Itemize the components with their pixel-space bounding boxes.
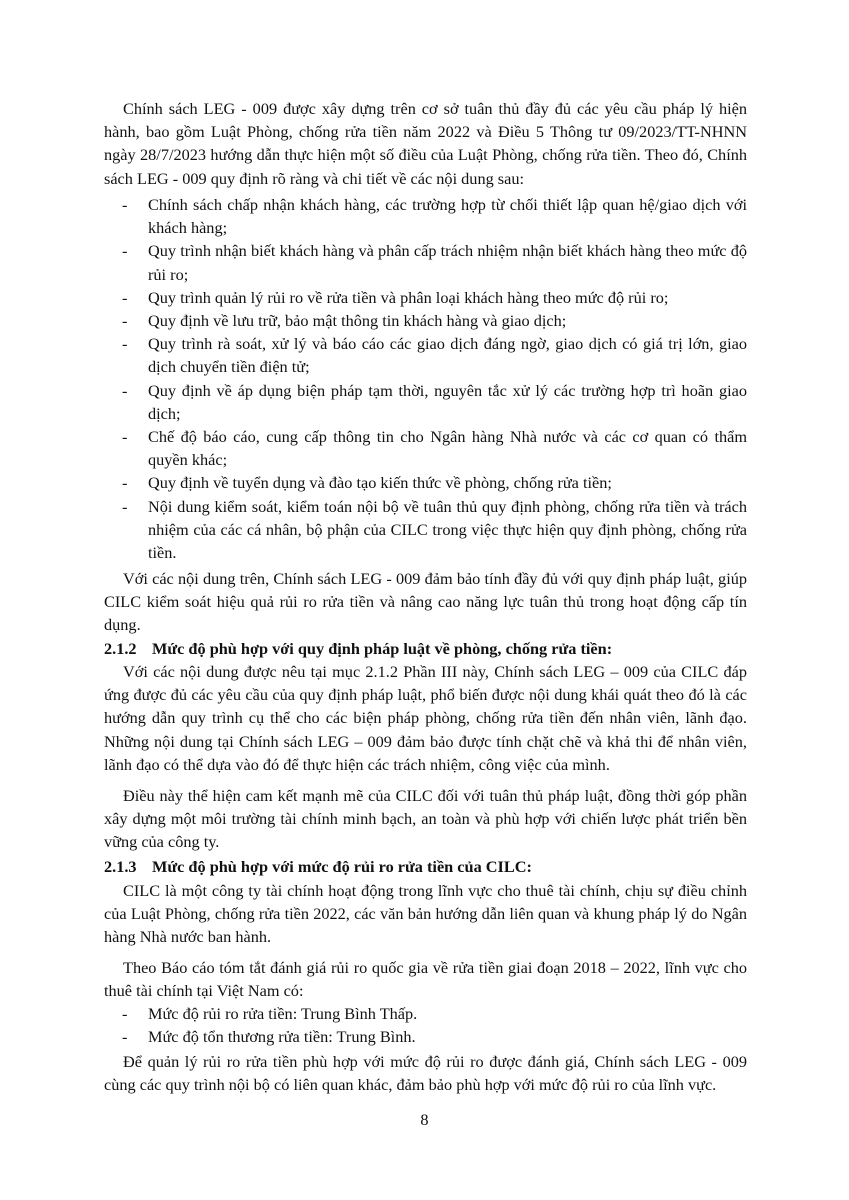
- body-paragraph: Điều này thể hiện cam kết mạnh mẽ của CILC đối với tuân thủ pháp luật, đồng thời góp phần xây dựng một môi trường tài chính minh bạch, an toàn và phù hợp với chiến lược phát triển bền vững của công ty.: [104, 786, 747, 852]
- bullet-marker: -: [122, 1027, 128, 1047]
- list-item-text: Chế độ báo cáo, cung cấp thông tin cho Ngân hàng Nhà nước và các cơ quan có thẩm quyền khác;: [148, 427, 747, 470]
- bullet-marker: -: [122, 427, 128, 447]
- section-title: Mức độ phù hợp với mức độ rủi ro rửa tiền của CILC:: [152, 857, 532, 876]
- list-item: [104, 1002, 747, 1025]
- bullet-marker: -: [122, 241, 128, 261]
- bullet-marker: -: [122, 311, 128, 331]
- section-number: 2.1.3: [104, 857, 137, 876]
- bullet-marker: -: [122, 334, 128, 354]
- body-paragraph: CILC là một công ty tài chính hoạt động trong lĩnh vực cho thuê tài chính, chịu sự điều chỉnh của Luật Phòng, chống rửa tiền 2022, các văn bản hướng dẫn liên quan và khung pháp lý do Ngân hàng Nhà nước ban hành.: [104, 881, 747, 947]
- bullet-marker: -: [122, 380, 128, 400]
- list-item: [104, 379, 747, 425]
- list-item-text: Quy định về tuyển dụng và đào tạo kiến thức về phòng, chống rửa tiền;: [148, 473, 612, 493]
- list-item: [104, 309, 747, 332]
- body-paragraph: Để quản lý rủi ro rửa tiền phù hợp với mức độ rủi ro được đánh giá, Chính sách LEG - 009 cùng các quy trình nội bộ có liên quan khác, đảm bảo phù hợp với mức độ rủi ro của lĩnh vực.: [104, 1052, 747, 1095]
- list-item: [104, 332, 747, 378]
- list-item-text: Mức độ rủi ro rửa tiền: Trung Bình Thấp.: [148, 1004, 418, 1023]
- risk-list: [104, 1002, 747, 1048]
- bullet-marker: -: [122, 195, 128, 214]
- section-heading: [104, 637, 747, 660]
- list-item: [104, 286, 747, 309]
- body-paragraph: Theo Báo cáo tóm tắt đánh giá rủi ro quốc gia về rửa tiền giai đoạn 2018 – 2022, lĩnh vực cho thuê tài chính tại Việt Nam có:: [104, 958, 747, 1001]
- bullet-marker: -: [122, 287, 128, 307]
- list-item-text: Quy định về áp dụng biện pháp tạm thời, nguyên tắc xử lý các trường hợp trì hoãn giao dịch;: [148, 380, 747, 423]
- policy-list: [104, 193, 747, 564]
- list-item: [104, 495, 747, 565]
- list-item: [104, 1025, 747, 1048]
- list-item: [104, 425, 747, 471]
- summary-paragraph: Với các nội dung trên, Chính sách LEG - 009 đảm bảo tính đầy đủ với quy định pháp luật, giúp CILC kiểm soát hiệu quả rủi ro rửa tiền và nâng cao năng lực tuân thủ trong hoạt động cấp tín dụng.: [104, 569, 747, 635]
- list-item-text: Quy trình rà soát, xử lý và báo cáo các giao dịch đáng ngờ, giao dịch có giá trị lớn, giao dịch chuyển tiền điện tử;: [148, 334, 747, 377]
- section-heading: [104, 855, 747, 878]
- bullet-marker: -: [122, 473, 128, 493]
- section-title: Mức độ phù hợp với quy định pháp luật về phòng, chống rửa tiền:: [152, 639, 613, 658]
- intro-paragraph: Chính sách LEG - 009 được xây dựng trên cơ sở tuân thủ đầy đủ các yêu cầu pháp lý hiện hành, bao gồm Luật Phòng, chống rửa tiền năm 2022 và Điều 5 Thông tư 09/2023/TT-NHNN ngày 28/7/2023 hướng dẫn thực hiện một số điều của Luật Phòng, chống rửa tiền. Theo đó, Chính sách LEG - 009 quy định rõ ràng và chi tiết về các nội dung sau:: [104, 99, 747, 188]
- list-item-text: Chính sách chấp nhận khách hàng, các trường hợp từ chối thiết lập quan hệ/giao dịch với khách hàng;: [148, 195, 747, 238]
- list-item-text: Quy trình quản lý rủi ro về rửa tiền và phân loại khách hàng theo mức độ rủi ro;: [148, 287, 669, 307]
- page-number: 8: [420, 1110, 429, 1129]
- list-item: [104, 471, 747, 494]
- body-paragraph: Với các nội dung được nêu tại mục 2.1.2 Phần III này, Chính sách LEG – 009 của CILC đáp ứng được đủ các yêu cầu của quy định pháp luật, phổ biến được nội dung khái quát theo đó là các hướng dẫn quy trình cụ thể cho các biện pháp phòng, chống rửa tiền đến nhân viên, lãnh đạo. Những nội dung tại Chính sách LEG – 009 đảm bảo được tính chặt chẽ và khả thi để nhân viên, lãnh đạo có thể dựa vào đó để thực hiện các trách nhiệm, công việc của mình.: [104, 662, 747, 774]
- list-item: [104, 193, 747, 239]
- bullet-marker: -: [122, 496, 128, 516]
- section-number: 2.1.2: [104, 639, 137, 658]
- list-item: [104, 239, 747, 285]
- list-item-text: Quy trình nhận biết khách hàng và phân cấp trách nhiệm nhận biết khách hàng theo mức độ rủi ro;: [148, 241, 747, 284]
- bullet-marker: -: [122, 1004, 128, 1023]
- list-item-text: Nội dung kiểm soát, kiểm toán nội bộ về tuân thủ quy định phòng, chống rửa tiền và trách nhiệm của các cá nhân, bộ phận của CILC trong việc thực hiện quy định phòng, chống rửa tiền.: [148, 496, 747, 563]
- list-item-text: Quy định về lưu trữ, bảo mật thông tin khách hàng và giao dịch;: [148, 311, 567, 331]
- list-item-text: Mức độ tổn thương rửa tiền: Trung Bình.: [148, 1027, 416, 1047]
